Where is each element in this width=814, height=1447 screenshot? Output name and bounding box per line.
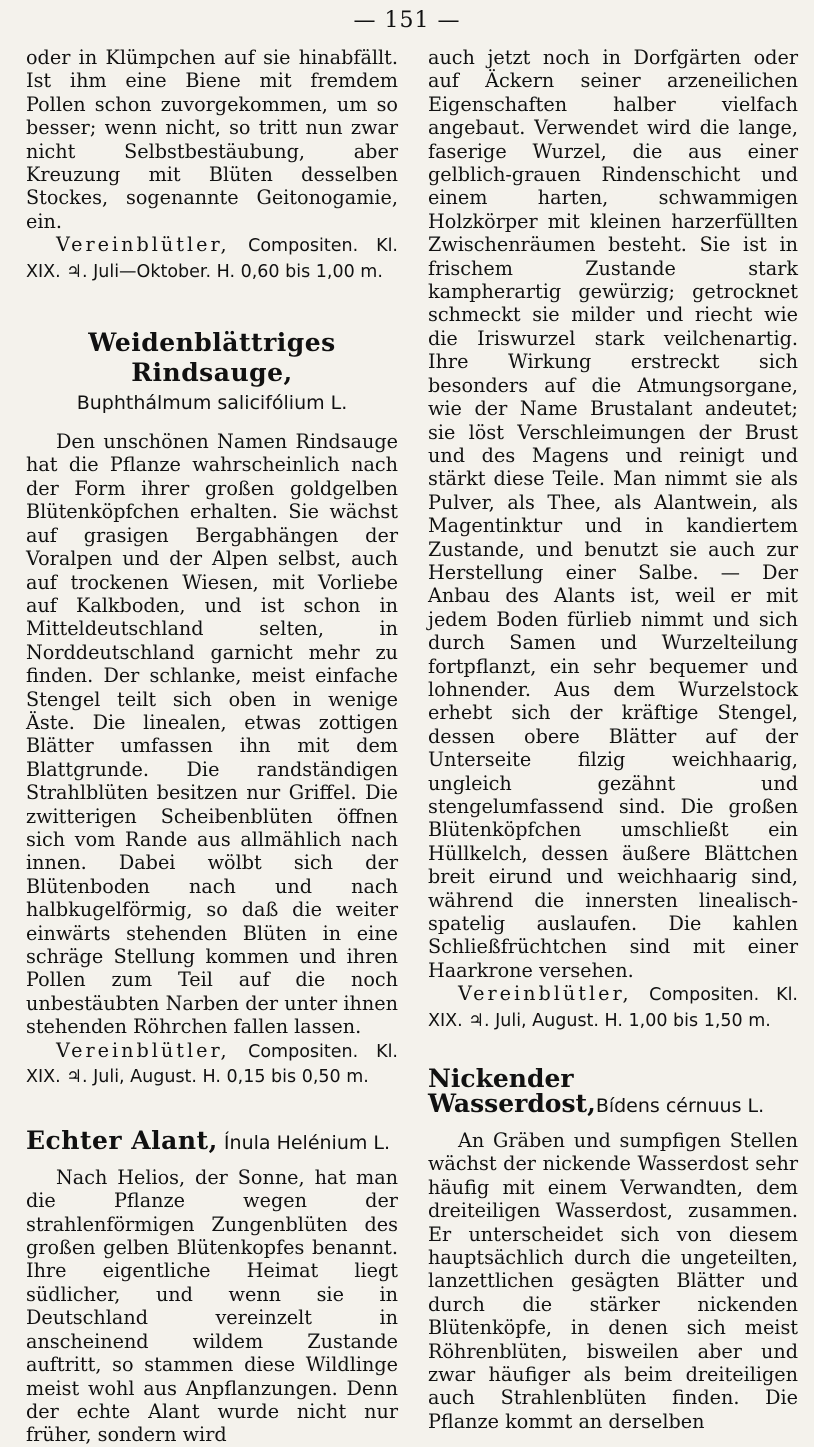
section-title-alant: Echter Alant,: [26, 1126, 218, 1156]
classification-alant: [428, 982, 798, 1033]
page-number: — 151 —: [353, 8, 461, 33]
intro-paragraph: oder in Klümpchen auf sie hinabfällt. Ist ihm eine Biene mit fremdem Pollen schon zuvorgekommen, um so besser; wenn nicht, so tritt nun zwar nicht Selbstbestäubung, aber Kreuzung mit Blüten desselben Stockes, sogenannte Geitonogamie, ein.: [26, 46, 398, 233]
heading-wasserdost: [428, 1064, 798, 1119]
class-details: Compositen. Kl. XIX. ♃. Juli, August. H. 0,15 bis 0,50 m.: [26, 1041, 398, 1088]
body-wasserdost: An Gräben und sumpfigen Stellen wächst der nickende Wasserdost sehr häufig mit einem Verwandten, dem dreiteiligen Wasserdost, zusammen. Er unterscheidet sich von diesem hauptsächlich durch die ungeteilten, lanzettlichen gesägten Blätter und durch die stärker nickenden Blütenköpfe, in denen sich meist Röhrenblüten, bisweilen aber und zwar häufiger als beim dreiteiligen auch Strahlenblüten finden. Die Pflanze kommt an derselben: [428, 1128, 798, 1433]
class-details: Compositen. Kl. XIX. ♃. Juli, August. H. 1,00 bis 1,50 m.: [428, 985, 798, 1031]
class-label: Vereinblütler,: [56, 1038, 230, 1062]
heading-alant: [26, 1126, 398, 1156]
classification-rindsauge: [26, 1039, 398, 1090]
body-rindsauge: Den unschönen Namen Rindsauge hat die Pflanze wahrscheinlich nach der Form ihrer großen goldgelben Blütenköpfchen erhalten. Sie wächst auf grasigen Bergabhängen der Voralpen und der Alpen selbst, auch auf trockenen Wiesen, mit Vorliebe auf Kalkboden, und ist schon in Mitteldeutschland selten, in Norddeutschland garnicht mehr zu finden. Der schlanke, meist einfache Stengel teilt sich oben in wenige Äste. Die linealen, etwas zottigen Blätter umfassen ihn mit dem Blattgrunde. Die randständigen Strahlblüten besitzen nur Griffel. Die zwitterigen Scheibenblüten öffnen sich vom Rande aus allmählich nach innen. Dabei wölbt sich der Blütenboden nach und nach halbkugelförmig, so daß die weiter einwärts stehenden Blüten in eine schräge Stellung kommen und ihren Pollen zum Teil auf die noch unbestäubten Narben der unter ihnen stehenden Röhrchen fallen lassen.: [26, 430, 398, 1039]
section-title-rindsauge: Weidenblättriges Rindsauge,: [88, 328, 336, 388]
body-alant: Nach Helios, der Sonne, hat man die Pflanze wegen der strahlenförmigen Zungenblüten des großen gelben Blütenkopfes benannt. Ihre eigentliche Heimat liegt südlicher, und wenn sie in Deutschland vereinzelt in anscheinend wildem Zustande auftritt, so stammen diese Wildlinge meist wohl aus Anpflanzungen. Denn der echte Alant wurde nicht nur früher, sondern wird: [26, 1165, 398, 1447]
class-label: Vereinblütler,: [56, 233, 230, 257]
latin-name-rindsauge: Buphthálmum salicifólium L.: [76, 392, 348, 415]
right-column: [428, 46, 798, 1433]
class-details: Compositen. Kl. XIX. ♃. Juli—Oktober. H. 0,60 bis 1,00 m.: [26, 236, 398, 282]
left-column: [26, 46, 398, 1447]
class-label: Vereinblütler,: [458, 982, 632, 1006]
continuation-alant: auch jetzt noch in Dorfgärten oder auf Äckern seiner arzeneilichen Eigenschaften halber vielfach angebaut. Verwendet wird die lange, faserige Wurzel, die aus einer gelblich-grauen Rindenschicht und einem harten, schwammigen Holzkörper mit kleinen harzerfüllten Zwischenräumen besteht. Sie ist in frischem Zustande stark kampherartig gewürzig; getrocknet schmeckt sie milder und riecht wie die Iriswurzel stark veilchenartig. Ihre Wirkung erstreckt sich besonders auf die Atmungsorgane, wie der Name Brustalant andeutet; sie löst Verschleimungen der Brust und des Magens und reinigt und stärkt diese Teile. Man nimmt sie als Pulver, als Thee, als Alantwein, als Magentinktur und in kandiertem Zustande, und benutzt sie auch zur Herstellung einer Salbe. — Der Anbau des Alants ist, weil er mit jedem Boden fürlieb nimmt und sich durch Samen und Wurzelteilung fortpflanzt, ein sehr bequemer und lohnender. Aus dem Wurzelstock erhebt sich der kräftige Stengel, dessen obere Blätter auf der Unterseite filzig weichhaarig, ungleich gezähnt und stengelumfassend sind. Die großen Blütenköpfchen umschließt ein Hüllkelch, dessen äußere Blättchen breit eirund und weichhaarig sind, während die innersten linealisch-spatelig auslaufen. Die kahlen Schließfrüchtchen sind mit einer Haarkrone versehen.: [428, 46, 798, 982]
intro-classification: [26, 233, 398, 284]
latin-name-wasserdost: Bídens cérnuus L.: [595, 1095, 765, 1118]
latin-name-alant: Ínula Helénium L.: [223, 1132, 391, 1155]
section-title-wasserdost: Nickender Wasserdost,: [428, 1064, 596, 1119]
